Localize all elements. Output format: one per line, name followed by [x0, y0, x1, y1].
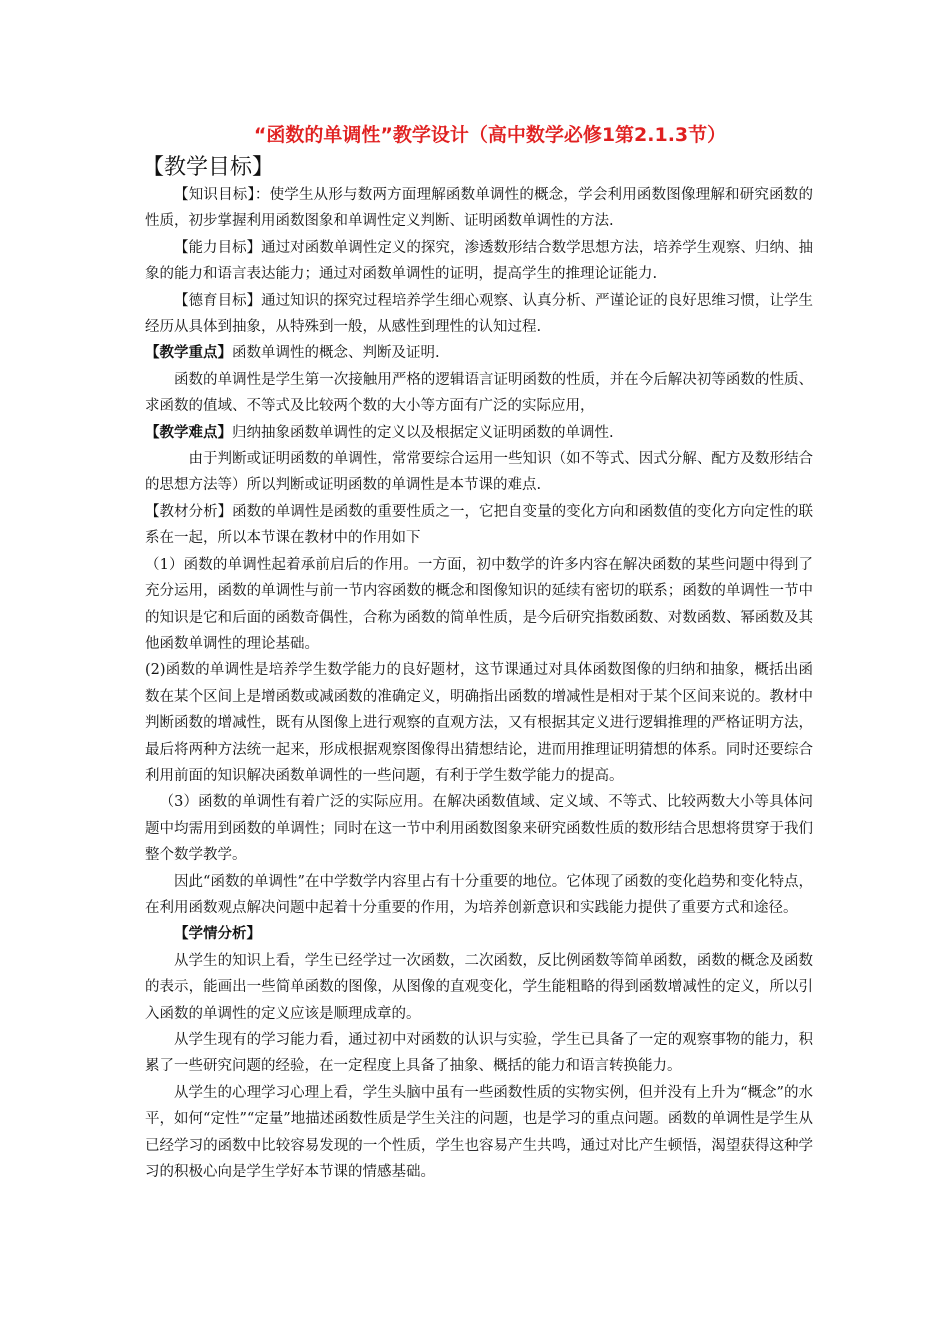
moral-goal-text: 通过知识的探究过程培养学生细心观察、认真分析、严谨论证的良好思维习惯，让学生经历从具体到抽象，从特殊到一般，从感性到理性的认知过程. — [145, 292, 813, 336]
paragraph-knowledge-goal — [145, 182, 813, 235]
paragraph-point-1: （1）函数的单调性起着承前启后的作用。一方面，初中数学的许多内容在解决函数的某些问题中得到了充分运用，函数的单调性与前一节内容函数的概念和图像知识的延续有密切的联系；函数的单调性一节中的知识是它和后面的函数奇偶性，合称为函数的简单性质，是今后研究指数函数、对数函数、幂函数及其他函数单调性的理论基础。 — [145, 556, 813, 652]
material-analysis-label: 【教材分析】 — [145, 503, 233, 520]
paragraph-learner-ability: 从学生现有的学习能力看，通过初中对函数的认识与实验，学生已具备了一定的观察事物的能力，积累了一些研究问题的经验，在一定程度上具备了抽象、概括的能力和语言转换能力。 — [145, 1032, 813, 1075]
knowledge-goal-text: ：使学生从形与数两方面理解函数单调性的概念，学会利用函数图像理解和研究函数的性质，初步掌握利用函数图象和单调性定义判断、证明函数单调性的方法. — [145, 187, 814, 230]
knowledge-goal-label: 【知识目标】 — [174, 187, 255, 203]
teaching-difficulty-label: 【教学难点】 — [145, 423, 232, 441]
paragraph-teaching-difficulty-detail: 由于判断或证明函数的单调性，常常要综合运用一些知识（如不等式、因式分解、配方及数形结合的思想方法等）所以判断或证明函数的单调性是本节课的难点. — [145, 451, 813, 494]
ability-goal-label: 【能力目标】 — [174, 239, 262, 256]
paragraph-teaching-focus-detail: 函数的单调性是学生第一次接触用严格的逻辑语言证明函数的性质，并在今后解决初等函数的性质、求函数的值域、不等式及比较两个数的大小等方面有广泛的实际应用， — [145, 371, 813, 415]
teaching-difficulty-text: 归纳抽象函数单调性的定义以及根据定义证明函数的单调性. — [232, 424, 614, 441]
document-title: “函数的单调性”教学设计（高中数学必修1第2.1.3节） — [253, 124, 727, 146]
paragraph-material-analysis — [145, 499, 813, 552]
paragraph-moral-goal — [145, 288, 813, 341]
moral-goal-label: 【德育目标】 — [174, 292, 262, 309]
teaching-focus-text: 函数单调性的概念、判断及证明. — [232, 345, 440, 362]
paragraph-point-3: （3）函数的单调性有着广泛的实际应用。在解决函数值域、定义域、不等式、比较两数大小等具体问题中均需用到函数的单调性；同时在这一节中利用函数图象来研究函数性质的数形结合思想将贯穿于我们整个数学教学。 — [145, 794, 813, 864]
paragraph-teaching-focus — [145, 340, 813, 366]
ability-goal-text: 通过对函数单调性定义的探究，渗透数形结合数学思想方法，培养学生观察、归纳、抽象的能力和语言表达能力；通过对函数单调性的证明，提高学生的推理论证能力. — [145, 239, 813, 283]
heading-learner-analysis: 【学情分析】 — [174, 925, 261, 943]
paragraph-point-2: (2)函数的单调性是培养学生数学能力的良好题材，这节课通过对具体函数图像的归纳和抽象，概括出函数在某个区间上是增函数或减函数的准确定义，明确指出函数的增减性是相对于某个区间来说的。教材中判断函数的增减性，既有从图像上进行观察的直观方法，又有根据其定义进行逻辑推理的严格证明方法，最后将两种方法统一起来，形成根据观察图像得出猜想结论，进而用推理证明猜想的体系。同时还要综合利用前面的知识解决函数单调性的一些问题，有利于学生数学能力的提高。 — [145, 662, 813, 784]
teaching-focus-label: 【教学重点】 — [145, 344, 232, 362]
paragraph-conclusion: 因此“函数的单调性”在中学数学内容里占有十分重要的地位。它体现了函数的变化趋势和变化特点，在利用函数观点解决问题中起着十分重要的作用，为培养创新意识和实践能力提供了重要方式和途径。 — [145, 873, 813, 916]
paragraph-ability-goal — [145, 235, 813, 288]
section-heading-teaching-goals: 【教学目标】 — [142, 155, 275, 180]
material-analysis-text: 函数的单调性是函数的重要性质之一，它把自变量的变化方向和函数值的变化方向定性的联系在一起，所以本节课在教材中的作用如下 — [145, 503, 814, 547]
paragraph-teaching-difficulty — [145, 420, 813, 446]
paragraph-learner-psychology: 从学生的心理学习心理上看，学生头脑中虽有一些函数性质的实物实例，但并没有上升为“概念”的水平，如何“定性”“定量”地描述函数性质是学生关注的问题，也是学习的重点问题。函数的单调性是学生从已经学习的函数中比较容易发现的一个性质，学生也容易产生共鸣，通过对比产生顿悟，渴望获得这种学习的积极心向是学生学好本节课的情感基础。 — [145, 1084, 813, 1181]
paragraph-learner-knowledge: 从学生的知识上看，学生已经学过一次函数，二次函数，反比例函数等简单函数，函数的概念及函数的表示，能画出一些简单函数的图像，从图像的直观变化，学生能粗略的得到函数增减性的定义，所以引入函数的单调性的定义应该是顺理成章的。 — [145, 952, 813, 1022]
document-body — [145, 182, 813, 1185]
